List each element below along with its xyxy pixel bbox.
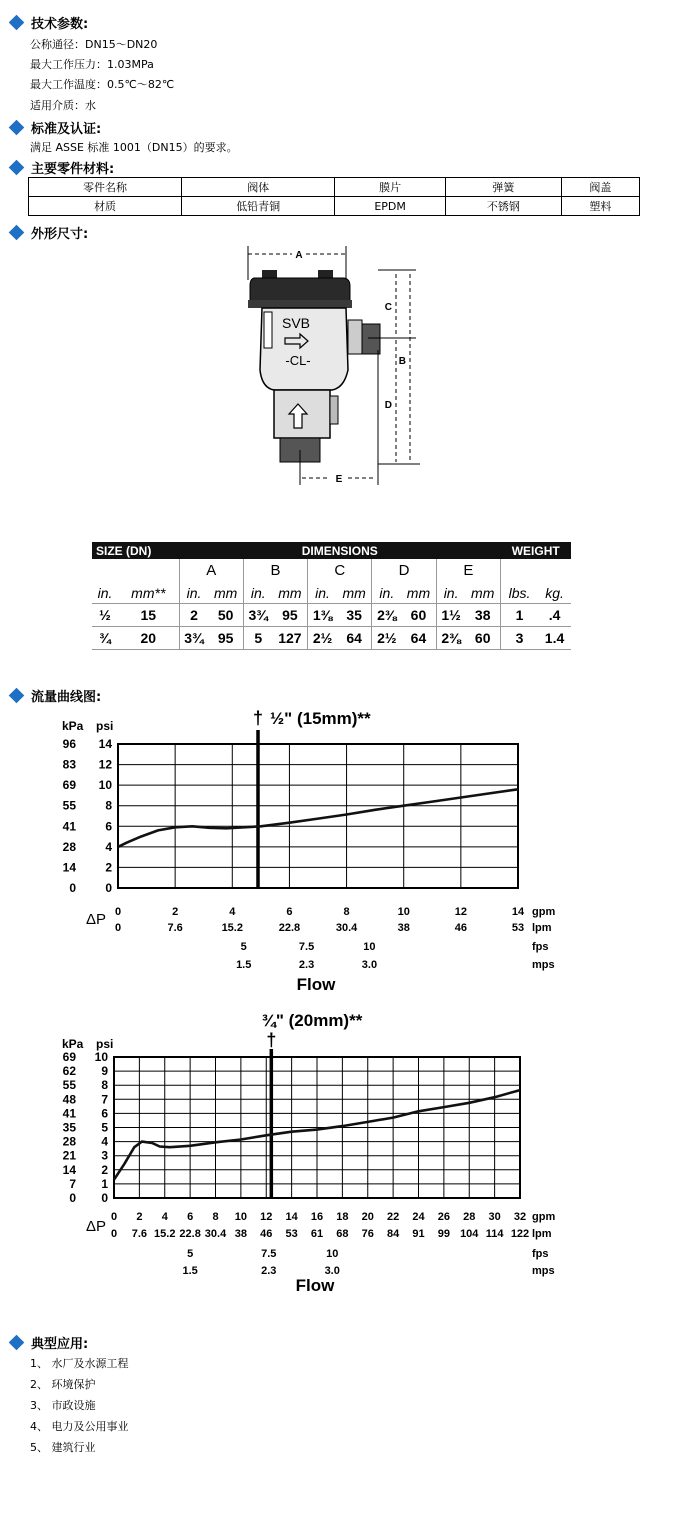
x-tick-lpm: 84 xyxy=(387,1228,400,1240)
application-item: 5、 建筑行业 xyxy=(30,1441,96,1454)
x-tick-gpm: 28 xyxy=(463,1211,476,1223)
y-tick-kpa: 83 xyxy=(62,757,76,772)
dim-cell: 3¾ xyxy=(243,604,272,627)
flow-chart-20mm xyxy=(0,1005,700,1300)
dagger-icon: † xyxy=(252,708,264,728)
y-tick-psi: 0 xyxy=(105,881,112,895)
x-tick-gpm: 18 xyxy=(336,1211,349,1223)
dim-row xyxy=(92,627,571,650)
dim-cell: 127 xyxy=(273,627,308,650)
x-tick-gpm: 32 xyxy=(513,1211,527,1223)
x-label: Flow xyxy=(296,975,336,994)
spec-line: 适用介质：水 xyxy=(30,99,96,112)
bullet-diamond-icon xyxy=(9,225,25,241)
y-tick-kpa: 28 xyxy=(62,1134,76,1149)
y-tick-psi: 10 xyxy=(94,1050,108,1064)
applications-title: 典型应用: xyxy=(31,1337,89,1352)
x-tick-lpm: 114 xyxy=(485,1228,504,1240)
x-tick-mps: 2.3 xyxy=(298,959,315,971)
dim-group-blank xyxy=(500,559,571,582)
y-tick-kpa: 55 xyxy=(62,798,76,813)
x-tick-lpm: 68 xyxy=(336,1228,349,1240)
dim-cell: 1⅜ xyxy=(308,604,337,627)
x-tick-lpm: 15.2 xyxy=(221,922,243,934)
dimensions-table xyxy=(92,542,571,650)
x-tick-lpm: 91 xyxy=(412,1228,425,1240)
spec-line: 最大工作温度：0.5℃～82℃ xyxy=(30,78,175,91)
x-unit-gpm: gpm xyxy=(532,1211,556,1223)
plot-frame xyxy=(118,744,518,888)
dim-cell: 3¾ xyxy=(179,627,208,650)
application-item: 4、 电力及公用事业 xyxy=(30,1420,129,1433)
y-tick-psi: 4 xyxy=(101,1134,108,1149)
x-unit-fps: fps xyxy=(532,1248,549,1260)
dim-cell: 60 xyxy=(401,604,436,627)
materials-cell: EPDM xyxy=(335,197,446,216)
body-text-cl: -CL- xyxy=(285,353,311,368)
x-tick-gpm: 8 xyxy=(212,1211,219,1223)
dim-group-label: B xyxy=(243,559,307,582)
dim-cell: 60 xyxy=(465,627,500,650)
x-tick-lpm: 61 xyxy=(310,1228,324,1240)
materials-cell: 膜片 xyxy=(335,178,446,197)
dim-unit: in. xyxy=(243,582,272,604)
dim-unit: in. xyxy=(436,582,465,604)
dim-label-b: B xyxy=(398,356,406,367)
x-tick-lpm: 30.4 xyxy=(204,1228,227,1240)
dim-unit: kg. xyxy=(538,582,571,604)
x-tick-gpm: 8 xyxy=(343,906,350,918)
x-unit-lpm: lpm xyxy=(532,922,552,934)
x-tick-lpm: 46 xyxy=(454,922,467,934)
x-unit-fps: fps xyxy=(532,941,549,953)
y-tick-kpa: 14 xyxy=(62,1162,76,1177)
dim-cell: 3 xyxy=(500,627,538,650)
y-tick-kpa: 69 xyxy=(62,778,76,793)
standards-heading xyxy=(8,118,101,137)
x-tick-gpm: 30 xyxy=(488,1211,501,1223)
x-tick-fps: 10 xyxy=(363,941,376,953)
x-tick-mps: 3.0 xyxy=(324,1265,340,1277)
materials-cell: 材质 xyxy=(29,197,182,216)
dim-unit: in. xyxy=(308,582,337,604)
x-tick-gpm: 20 xyxy=(361,1211,374,1223)
y-tick-psi: 6 xyxy=(105,819,112,834)
dimensions-heading xyxy=(8,223,88,242)
x-tick-gpm: 26 xyxy=(437,1211,450,1223)
x-tick-mps: 2.3 xyxy=(261,1265,277,1277)
dim-group-label: C xyxy=(308,559,372,582)
y-label: ΔP xyxy=(86,911,107,928)
dim-unit: mm xyxy=(465,582,500,604)
dim-label-a: A xyxy=(295,250,303,261)
y-tick-psi: 8 xyxy=(105,798,112,813)
dim-cell: 35 xyxy=(337,604,372,627)
flow-curve xyxy=(118,789,518,847)
applications-heading xyxy=(8,1333,88,1352)
dim-group-label: A xyxy=(179,559,243,582)
y-unit-psi: psi xyxy=(96,1037,114,1051)
valve-drawing xyxy=(240,240,430,490)
dim-cell: 15 xyxy=(118,604,179,627)
y-tick-kpa: 41 xyxy=(62,819,76,834)
x-tick-lpm: 0 xyxy=(110,1228,118,1240)
x-tick-lpm: 53 xyxy=(285,1228,298,1240)
x-tick-lpm: 7.6 xyxy=(167,922,183,934)
bullet-diamond-icon xyxy=(9,1335,25,1351)
y-tick-kpa: 7 xyxy=(69,1176,76,1191)
y-tick-kpa: 35 xyxy=(62,1120,76,1135)
y-tick-psi: 0 xyxy=(101,1191,108,1205)
dim-unit: mm xyxy=(337,582,372,604)
dim-unit: lbs. xyxy=(500,582,538,604)
dim-cell: 38 xyxy=(465,604,500,627)
x-tick-fps: 10 xyxy=(326,1248,339,1260)
y-tick-psi: 14 xyxy=(98,737,112,751)
dim-group-label: D xyxy=(372,559,436,582)
y-tick-psi: 9 xyxy=(101,1064,108,1079)
dim-cell: 64 xyxy=(401,627,436,650)
y-tick-kpa: 0 xyxy=(69,1191,76,1205)
x-tick-gpm: 12 xyxy=(260,1211,273,1223)
materials-title: 主要零件材料: xyxy=(31,162,115,177)
dim-cell: 2⅜ xyxy=(436,627,465,650)
application-item: 1、 水厂及水源工程 xyxy=(30,1357,129,1370)
dim-cell: 2 xyxy=(179,604,208,627)
spec-line: 最大工作压力：1.03MPa xyxy=(30,58,154,71)
x-tick-fps: 5 xyxy=(187,1248,194,1260)
y-tick-psi: 2 xyxy=(105,860,112,875)
x-tick-lpm: 38 xyxy=(234,1228,247,1240)
flow-title: 流量曲线图: xyxy=(31,690,102,705)
dim-label-e: E xyxy=(335,474,343,485)
flow-chart-15mm xyxy=(0,700,700,1000)
dim-cell: .4 xyxy=(538,604,571,627)
x-tick-gpm: 0 xyxy=(110,1211,118,1223)
materials-table xyxy=(28,177,640,216)
materials-cell: 塑料 xyxy=(561,197,639,216)
materials-cell: 不锈钢 xyxy=(446,197,562,216)
materials-heading xyxy=(8,158,114,177)
dim-cell: 20 xyxy=(118,627,179,650)
dim-group-label: E xyxy=(436,559,500,582)
bullet-diamond-icon xyxy=(9,120,25,136)
y-tick-kpa: 0 xyxy=(69,881,76,895)
y-tick-kpa: 28 xyxy=(62,839,76,854)
x-tick-gpm: 6 xyxy=(187,1211,194,1223)
y-tick-kpa: 69 xyxy=(62,1050,76,1064)
x-tick-gpm: 10 xyxy=(234,1211,247,1223)
y-tick-psi: 3 xyxy=(101,1148,108,1163)
x-tick-lpm: 22.8 xyxy=(278,922,301,934)
dim-cell: 1½ xyxy=(436,604,465,627)
materials-cell: 低铅青铜 xyxy=(182,197,335,216)
specs-heading xyxy=(8,13,88,32)
y-tick-kpa: 96 xyxy=(62,737,76,751)
dim-header-weight: WEIGHT xyxy=(500,542,571,559)
body-text-svb: SVB xyxy=(281,315,311,331)
application-item: 2、 环境保护 xyxy=(30,1378,96,1391)
x-tick-gpm: 10 xyxy=(397,906,410,918)
dimensions-title: 外形尺寸: xyxy=(31,227,89,242)
x-tick-lpm: 0 xyxy=(114,922,122,934)
y-unit-psi: psi xyxy=(96,719,114,733)
dim-row xyxy=(92,604,571,627)
x-tick-gpm: 6 xyxy=(286,906,293,918)
materials-value-row xyxy=(29,197,640,216)
x-tick-gpm: 2 xyxy=(172,906,179,918)
spec-line: 公称通径：DN15～DN20 xyxy=(30,38,158,51)
dim-cell: 5 xyxy=(243,627,272,650)
x-tick-mps: 3.0 xyxy=(361,959,378,971)
x-tick-lpm: 38 xyxy=(397,922,410,934)
dim-cell: 95 xyxy=(208,627,243,650)
dim-unit: in. xyxy=(92,582,118,604)
standards-title: 标准及认证: xyxy=(31,122,102,137)
y-tick-psi: 5 xyxy=(101,1120,108,1135)
x-tick-fps: 7.5 xyxy=(298,941,315,953)
y-tick-psi: 8 xyxy=(101,1078,108,1093)
x-tick-gpm: 22 xyxy=(387,1211,400,1223)
dim-header-dimensions: DIMENSIONS xyxy=(179,542,500,559)
y-tick-kpa: 62 xyxy=(62,1064,76,1079)
standards-line: 满足 ASSE 标准 1001（DN15）的要求。 xyxy=(30,141,238,154)
x-unit-mps: mps xyxy=(532,1265,555,1277)
dim-cell: 64 xyxy=(337,627,372,650)
dim-cell: 2⅜ xyxy=(372,604,401,627)
x-tick-fps: 5 xyxy=(240,941,247,953)
chart-title: ½" (15mm)** xyxy=(270,709,371,728)
dim-cell: 50 xyxy=(208,604,243,627)
x-tick-gpm: 16 xyxy=(310,1211,324,1223)
dim-cell: 1.4 xyxy=(538,627,571,650)
x-unit-lpm: lpm xyxy=(532,1228,552,1240)
application-item: 3、 市政设施 xyxy=(30,1399,96,1412)
dim-cell: 1 xyxy=(500,604,538,627)
dim-unit: mm xyxy=(208,582,243,604)
y-tick-psi: 4 xyxy=(105,839,112,854)
x-tick-mps: 1.5 xyxy=(236,959,252,971)
chart-title: ¾" (20mm)** xyxy=(261,1011,363,1030)
dim-group-blank xyxy=(92,559,179,582)
dagger-icon: † xyxy=(266,1030,277,1050)
dim-label-d: D xyxy=(384,400,392,411)
y-tick-psi: 1 xyxy=(101,1176,108,1191)
x-tick-gpm: 24 xyxy=(412,1211,425,1223)
x-tick-fps: 7.5 xyxy=(261,1248,277,1260)
dim-cell: 95 xyxy=(273,604,308,627)
dim-header-row xyxy=(92,542,571,559)
x-tick-lpm: 53 xyxy=(511,922,525,934)
y-tick-kpa: 55 xyxy=(62,1078,76,1093)
y-label: ΔP xyxy=(86,1218,107,1235)
x-tick-lpm: 15.2 xyxy=(154,1228,176,1240)
dim-unit: in. xyxy=(372,582,401,604)
x-tick-gpm: 2 xyxy=(136,1211,143,1223)
y-tick-kpa: 21 xyxy=(62,1148,76,1163)
y-tick-psi: 10 xyxy=(98,778,112,793)
x-tick-gpm: 0 xyxy=(114,906,122,918)
bullet-diamond-icon xyxy=(9,15,25,31)
y-tick-psi: 2 xyxy=(101,1162,108,1177)
x-tick-gpm: 4 xyxy=(229,906,236,918)
x-unit-mps: mps xyxy=(532,959,555,971)
materials-cell: 阀体 xyxy=(182,178,335,197)
x-tick-gpm: 14 xyxy=(511,906,525,918)
y-tick-psi: 6 xyxy=(101,1106,108,1121)
dim-cell: 2½ xyxy=(308,627,337,650)
x-tick-gpm: 12 xyxy=(454,906,467,918)
x-tick-mps: 1.5 xyxy=(182,1265,198,1277)
y-tick-psi: 12 xyxy=(98,757,112,772)
x-label: Flow xyxy=(295,1276,335,1295)
dim-unit: mm** xyxy=(118,582,179,604)
dim-cell: 2½ xyxy=(372,627,401,650)
dim-unit: in. xyxy=(179,582,208,604)
materials-cell: 阀盖 xyxy=(561,178,639,197)
x-unit-gpm: gpm xyxy=(532,906,556,918)
bullet-diamond-icon xyxy=(9,160,25,176)
dim-unit-row xyxy=(92,582,571,604)
x-tick-gpm: 4 xyxy=(161,1211,168,1223)
x-tick-lpm: 122 xyxy=(510,1228,530,1240)
y-tick-kpa: 41 xyxy=(62,1106,76,1121)
dim-cell: ¾ xyxy=(92,627,118,650)
dim-group-row xyxy=(92,559,571,582)
x-tick-lpm: 22.8 xyxy=(179,1228,201,1240)
materials-cell: 弹簧 xyxy=(446,178,562,197)
y-tick-kpa: 14 xyxy=(62,860,76,875)
materials-header-row xyxy=(29,178,640,197)
x-tick-lpm: 76 xyxy=(361,1228,374,1240)
dim-header-size: SIZE (DN) xyxy=(92,542,179,559)
y-tick-psi: 7 xyxy=(101,1092,108,1107)
y-unit-kpa: kPa xyxy=(62,719,84,733)
x-tick-lpm: 104 xyxy=(460,1228,479,1240)
x-tick-lpm: 30.4 xyxy=(335,922,358,934)
specs-title: 技术参数: xyxy=(31,17,89,32)
dim-unit: mm xyxy=(273,582,308,604)
x-tick-lpm: 46 xyxy=(260,1228,273,1240)
dim-unit: mm xyxy=(401,582,436,604)
x-tick-gpm: 14 xyxy=(285,1211,298,1223)
y-unit-kpa: kPa xyxy=(62,1037,84,1051)
x-tick-lpm: 7.6 xyxy=(131,1228,148,1240)
x-tick-lpm: 99 xyxy=(437,1228,450,1240)
dim-cell: ½ xyxy=(92,604,118,627)
dim-label-c: C xyxy=(384,302,392,313)
y-tick-kpa: 48 xyxy=(62,1092,76,1107)
materials-cell: 零件名称 xyxy=(29,178,182,197)
